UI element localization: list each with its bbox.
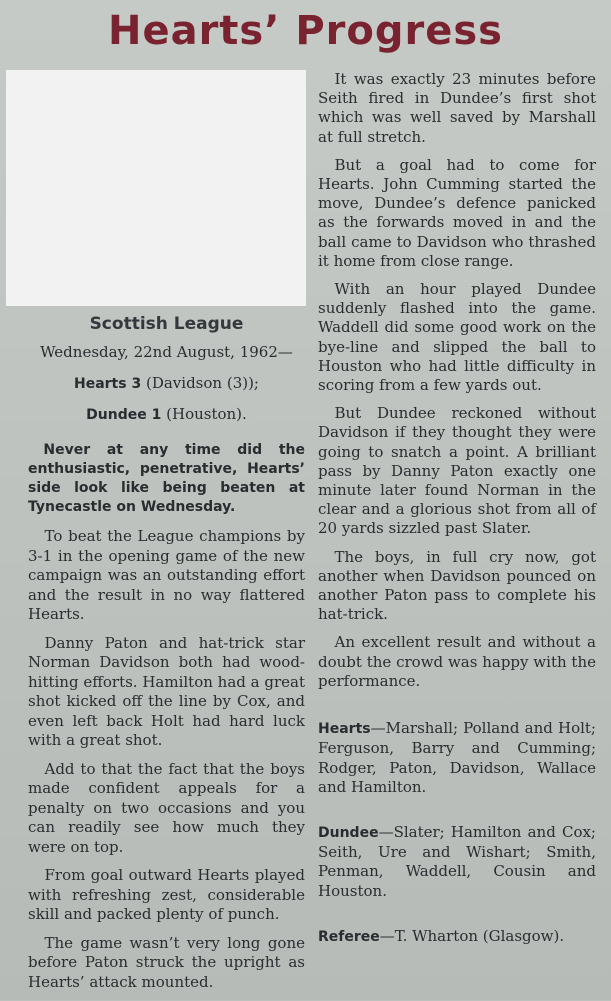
body-paragraph: Add to that the fact that the boys made confident appeals for a penalty on two occasions and you can readily see how much they were on top. — [28, 759, 305, 856]
photo-placeholder — [6, 70, 306, 306]
body-paragraph: An excellent result and without a doubt the crowd was happy with the performance. — [318, 633, 596, 690]
body-paragraph: The game wasn’t very long gone before Paton struck the upright as Hearts’ attack mounted. — [28, 933, 305, 991]
hearts-lineup-label: Hearts — [318, 721, 371, 738]
referee-name: —T. Wharton (Glasgow). — [379, 926, 565, 945]
right-column — [318, 70, 596, 947]
body-paragraph: From goal outward Hearts played with refreshing zest, considerable skill and packed plenty of punch. — [28, 866, 305, 923]
score-dundee-team: Dundee 1 — [86, 406, 162, 423]
dundee-lineup — [318, 823, 596, 901]
referee-label: Referee — [318, 928, 380, 945]
section-heading: Scottish League — [89, 314, 244, 334]
hearts-lineup-players: —Marshall; Polland and Holt; Ferguson, Barry and Cumming; Rodger, Paton, Davidson, Wallace and Hamilton. — [318, 719, 596, 796]
score-hearts-team: Hearts 3 — [73, 376, 142, 392]
lead-paragraph: Never at any time did the enthusiastic, penetrative, Hearts’ side look like being beaten at Tynecastle on Wednesday. — [28, 442, 305, 515]
body-paragraph: But a goal had to come for Hearts. John Cumming started the move, Dundee’s defence panicked as the forwards moved in and the ball came to Davidson who thrashed it home from close range. — [318, 155, 596, 270]
match-dateline: Wednesday, 22nd August, 1962— — [40, 342, 293, 361]
body-paragraph: To beat the League champions by 3-1 in the opening game of the new campaign was an outstanding effort and the result in no way flattered Hearts. — [28, 527, 305, 623]
body-paragraph: It was exactly 23 minutes before Seith fired in Dundee’s first shot which was well saved by Marshall at full stretch. — [318, 70, 596, 146]
score-line-hearts — [28, 374, 305, 395]
hearts-lineup — [318, 719, 596, 797]
left-column — [28, 315, 305, 1001]
dundee-lineup-label: Dundee — [318, 824, 379, 841]
score-line-dundee — [28, 405, 305, 426]
score-hearts-scorers: (Davidson (3)); — [145, 374, 259, 392]
score-dundee-scorers: (Houston). — [166, 404, 247, 423]
body-paragraph: But Dundee reckoned without Davidson if they thought they were going to snatch a point. A brilliant pass by Danny Paton exactly one minute later found Norman in the clear and a glorious shot from all of 20 yards sizzled past Slater. — [318, 404, 596, 538]
page-title: Hearts’ Progress — [107, 8, 503, 54]
dundee-lineup-players: —Slater; Hamilton and Cox; Seith, Ure and Wishart; Smith, Penman, Waddell, Cousin and Houston. — [318, 822, 596, 900]
body-paragraph: Danny Paton and hat-trick star Norman Davidson both had wood-hitting efforts. Hamilton had a great shot kicked off the line by Cox, and even left back Holt had hard luck with a great shot. — [28, 633, 305, 749]
referee-line — [318, 927, 596, 947]
body-paragraph: The boys, in full cry now, got another when Davidson pounced on another Paton pass to complete his hat-trick. — [318, 547, 596, 624]
body-paragraph: With an hour played Dundee suddenly flashed into the game. Waddell did some good work on the bye-line and slipped the ball to Houston who had little difficulty in scoring from a few yards out. — [318, 280, 596, 395]
